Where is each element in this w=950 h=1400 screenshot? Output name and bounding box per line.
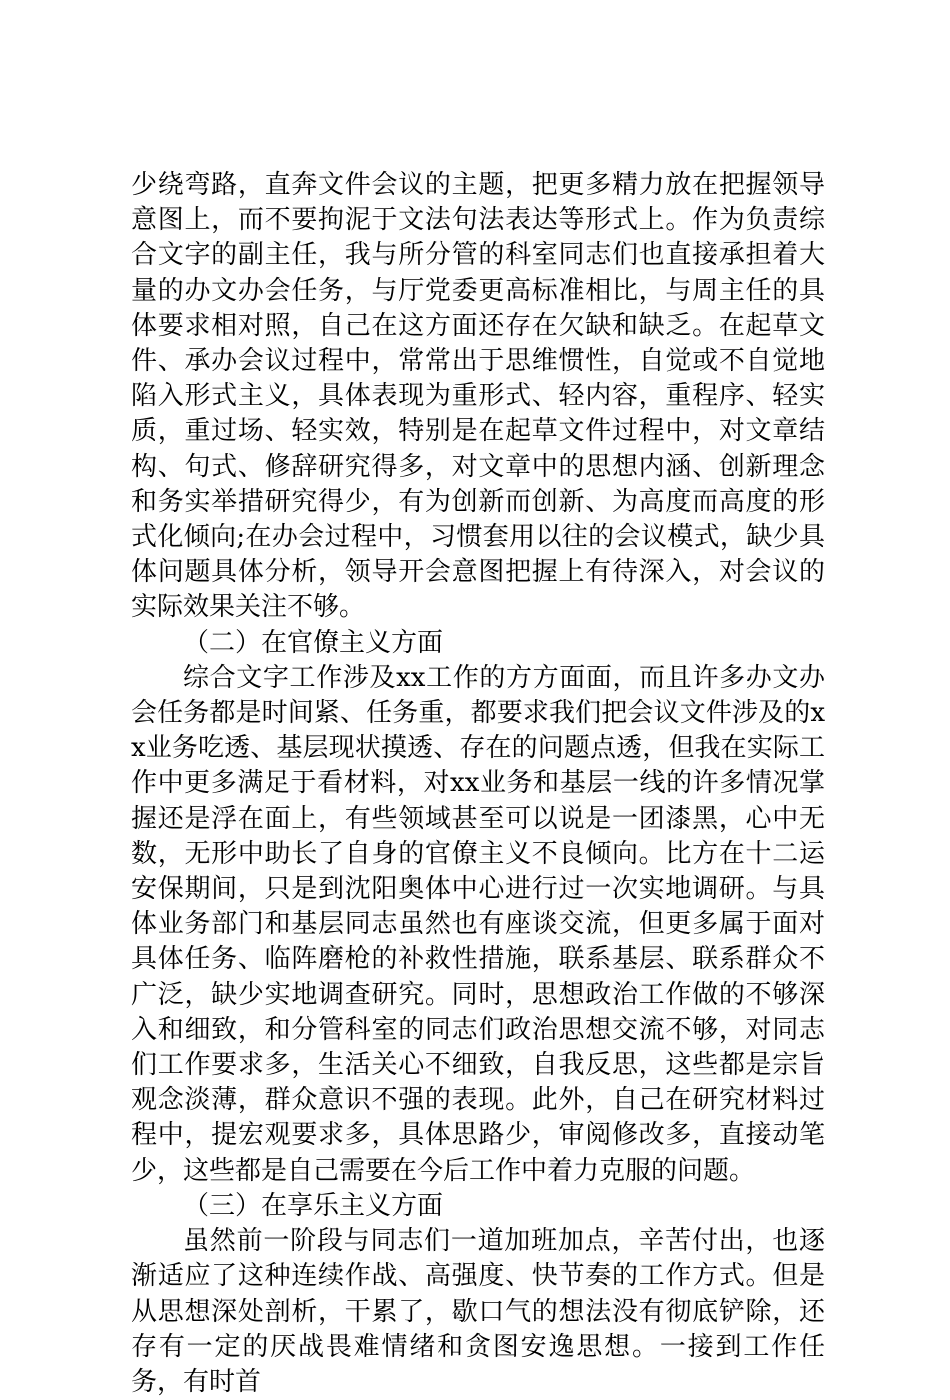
section-heading-hedonism: （三）在享乐主义方面 [183,1190,444,1221]
paragraph-formalism-continued: 少绕弯路，直奔文件会议的主题，把更多精力放在把握领导意图上，而不要拘泥于文法句法表达等形式上。作为负责综合文字的副主任，我与所分管的科室同志们也直接承担着大量的办文办会任务，与厅党委更高标准相比，与周主任的具体要求相对照，自己在这方面还存在欠缺和缺乏。在起草文件、承办会议过程中，常常出于思维惯性，自觉或不自觉地陷入形式主义，具体表现为重形式、轻内容，重程序、轻实质，重过场、轻实效，特别是在起草文件过程中，对文章结构、句式、修辞研究得多，对文章中的思想内涵、创新理念和务实举措研究得少，有为创新而创新、为高度而高度的形式化倾向;在办会过程中，习惯套用以往的会议模式，缺少具体问题具体分析，领导开会意图把握上有待深入，对会议的实际效果关注不够。 [131,170,825,623]
paragraph-hedonism: 虽然前一阶段与同志们一道加班加点，辛苦付出，也逐渐适应了这种连续作战、高强度、快节奏的工作方式。但是从思想深处剖析，干累了，歇口气的想法没有彻底铲除，还存有一定的厌战畏难情绪和贪图安逸思想。一接到工作任务，有时首 [131,1226,825,1397]
paragraph-bureaucratism: 综合文字工作涉及xx工作的方方面面，而且许多办文办会任务都是时间紧、任务重，都要求我们把会议文件涉及的xx业务吃透、基层现状摸透、存在的问题点透，但我在实际工作中更多满足于看材料，对xx业务和基层一线的许多情况掌握还是浮在面上，有些领域甚至可以说是一团漆黑，心中无数，无形中助长了自身的官僚主义不良倾向。比方在十二运安保期间，只是到沈阳奥体中心进行过一次实地调研。与具体业务部门和基层同志虽然也有座谈交流，但更多属于面对具体任务、临阵磨枪的补救性措施，联系基层、联系群众不广泛，缺少实地调查研究。同时，思想政治工作做的不够深入和细致，和分管科室的同志们政治思想交流不够，对同志们工作要求多，生活关心不细致，自我反思，这些都是宗旨观念淡薄，群众意识不强的表现。此外，自己在研究材料过程中，提宏观要求多，具体思路少，审阅修改多，直接动笔少，这些都是自己需要在今后工作中着力克服的问题。 [131,662,825,1186]
document-body [131,168,825,1400]
section-heading-bureaucratism: （二）在官僚主义方面 [183,627,444,658]
